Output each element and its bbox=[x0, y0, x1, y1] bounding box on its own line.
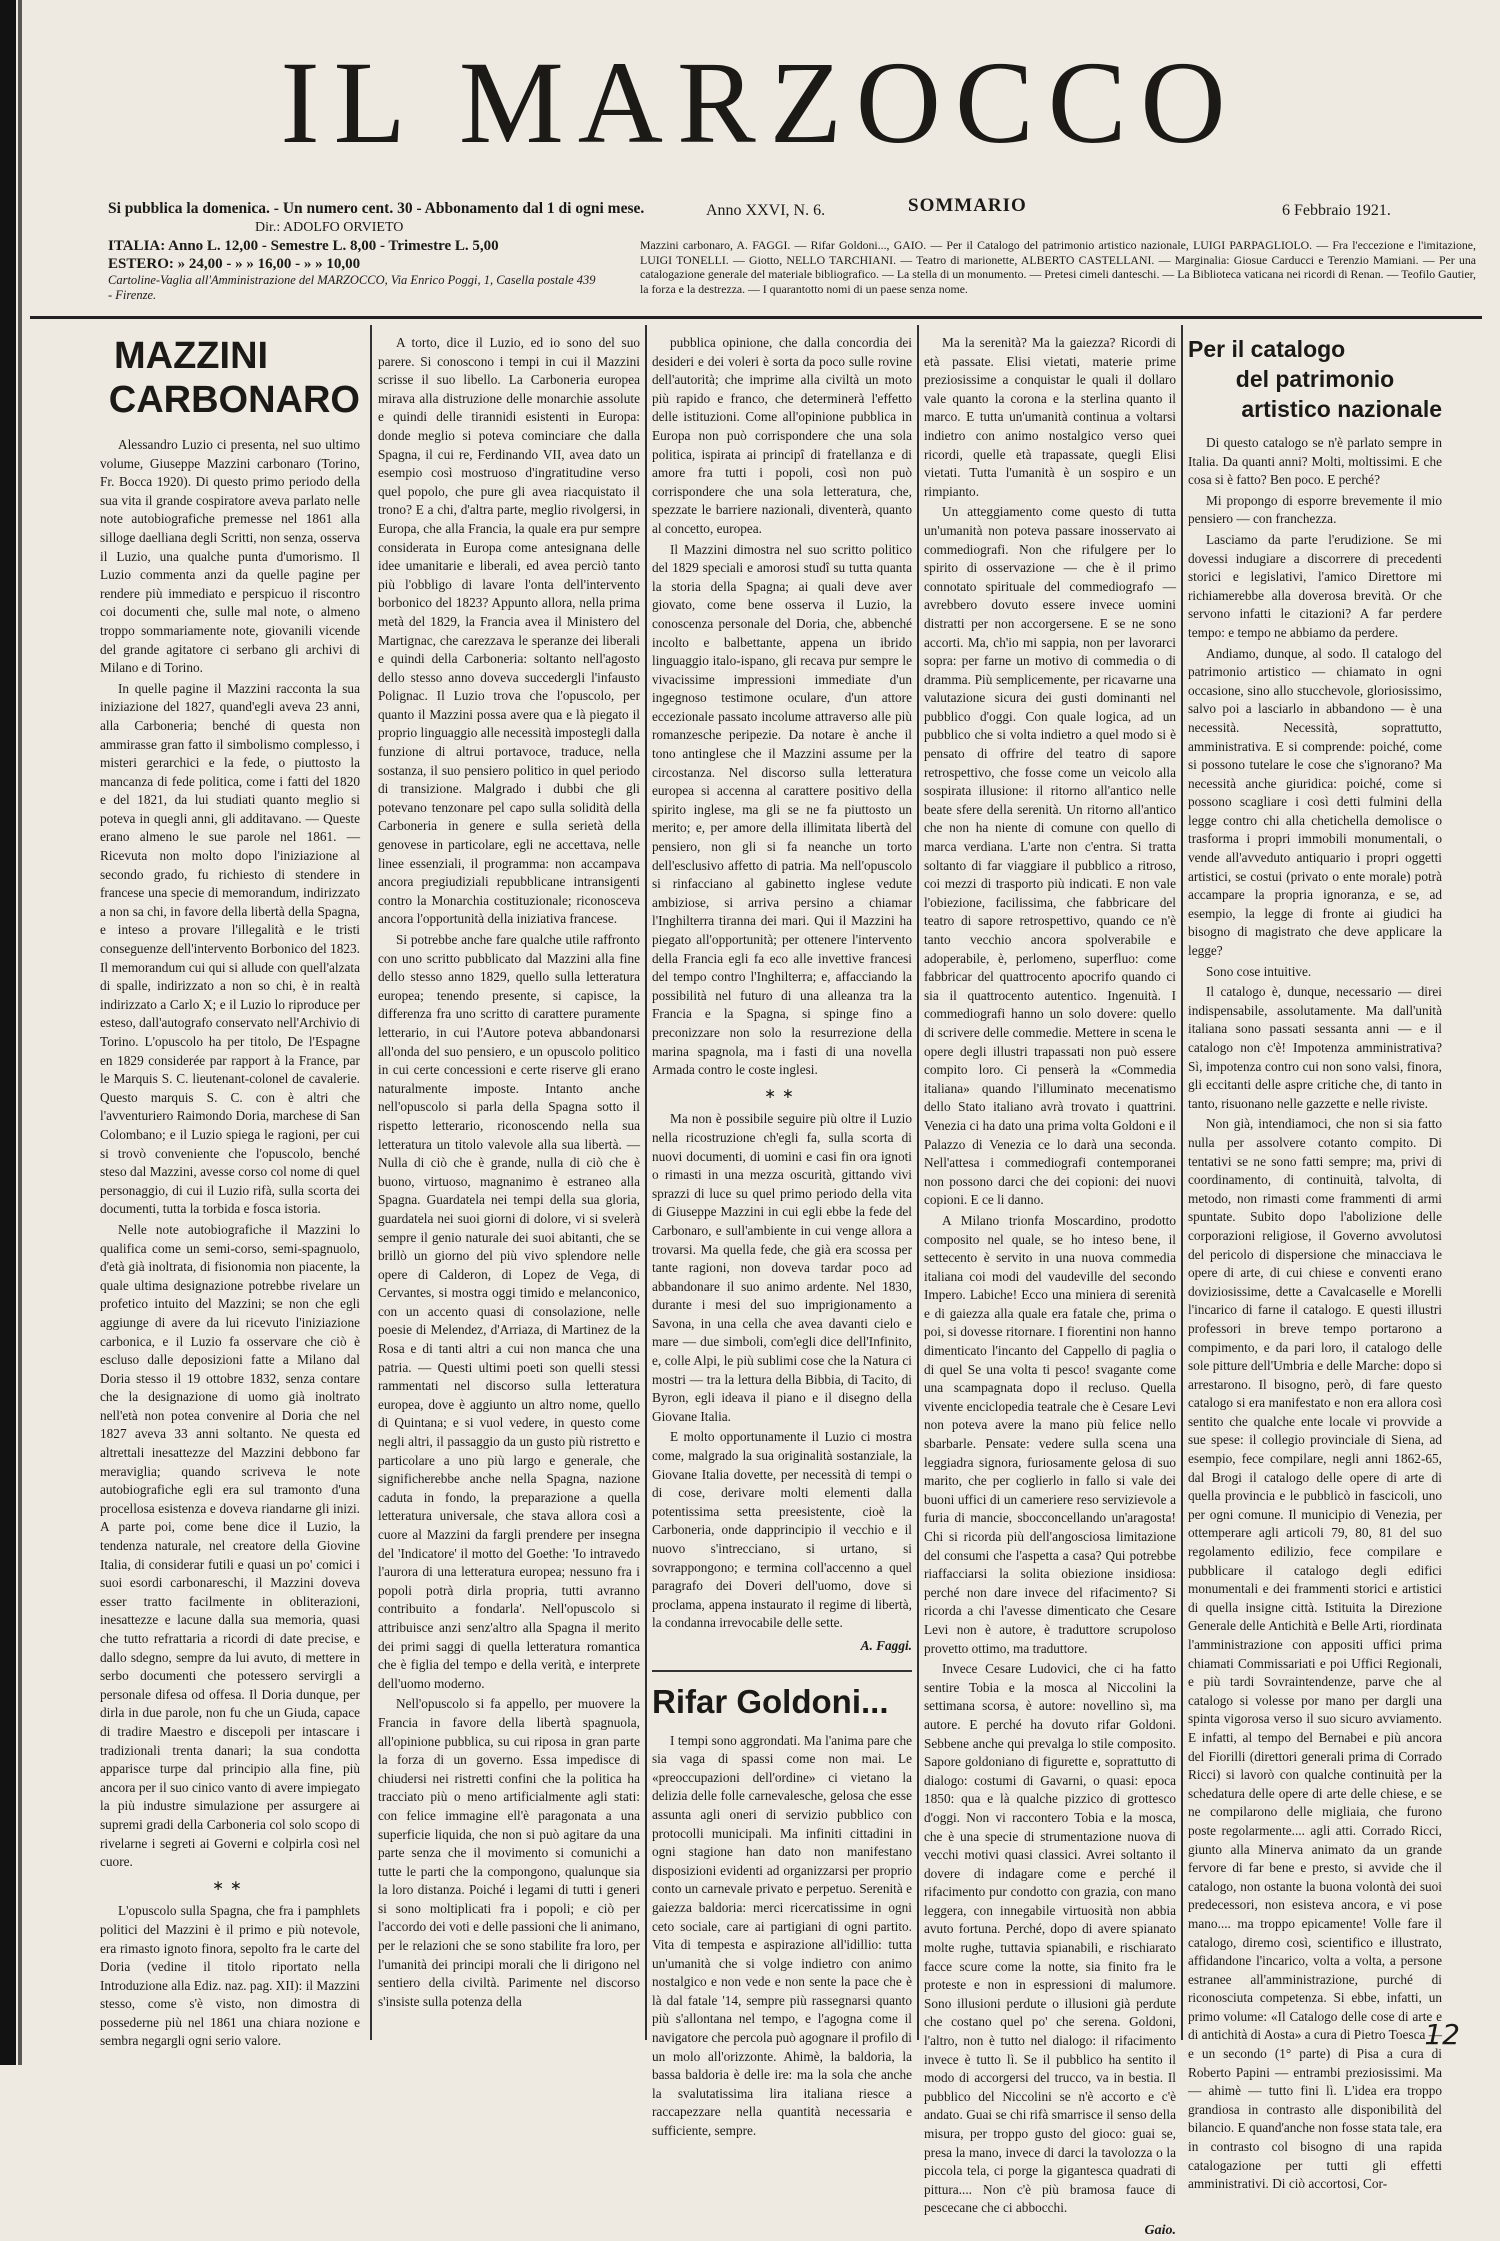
catalogo-paragraph: Sono cose intuitive. bbox=[1206, 963, 1312, 979]
goldoni-title: Rifar Goldoni... bbox=[652, 1682, 889, 1720]
catalogo-title-line3: artistico nazionale bbox=[1241, 396, 1442, 422]
catalogo-paragraph: Mi propongo di esporre brevemente il mio pensiero — con franchezza. bbox=[1188, 492, 1442, 527]
sommario-contents: Mazzini carbonaro, A. FAGGI. — Rifar Goldoni..., GAIO. — Per il Catalogo del patrimonio artistico nazionale, LUIGI PARPAGLIOLO. — Fra l'eccezione e l'imitazione, LUIGI TONELLI. — Giotto, NELLO TARCHIANI. — Teatro di marionette, ALBERTO CASTELLANI. — Marginalia: Giosue Carducci e Terenzio Mamiani. — Per una catalogazione generale del materiale bibliografico. — La stella di un monumento. — Pretesi cimeli danteschi. — La Biblioteca vaticana nei ricordi di Renan. — Teofilo Gautier, la forza e la destrezza. — I quarantotto nomi di un paese senza nome. bbox=[640, 238, 1476, 296]
mazzini-paragraph: Nelle note autobiografiche il Mazzini lo qualifica come un semi-corso, semi-spagnuolo, d'età già inoltrata, di fisionomia non piacente, la quale ultima designazione potrebbe rivelare un profetico intuito del Mazzini; se non che egli aggiunge di avere da lui ricevuto l'iniziazione carbonica, e il Luzio fa osservare che ciò è escluso dalle deposizioni fatte a Milano dal Doria stesso il 19 ottobre 1832, senza contare che la designazione di uomo già inoltrato nell'età non potea convenire al Doria che nel 1827 aveva 33 anni soltanto. Ne questa ed altrettali inesattezze del Mazzini debbono far meraviglia; quando scriveva le note autobiografiche egli era sul tramonto d'una procellosa esistenza e doveva riandarne gli inizi. A parte poi, come bene dice il Luzio, la tendenza naturale, nel creatore della Giovine Italia, di considerar futili e quasi un po' comici i suoi esordi carbonareschi, il Mazzini doveva esser tratto facilmente in obliterazioni, inesattezze e lacune dalla sua memoria, quasi che tutto refrattaria a ricordi di date precise, e dallo sdegno, sempre da lui avuto, di mettere in serbo documenti che potessero servirgli a personale difesa od offesa. Il Doria dunque, per dirla in due parole, non fu che un Giuda, capace di tradire Maestro e discepoli per intascare i tradizionali trenta danari; la sua condotta apparisce turpe dal principio alla fine, più ancora per il suo cinico vanto di avere impiegato la più industre simulazione per assurgere ai supremi gradi della Carboneria col solo scopo di rivelarne i segreti ai Governi e colpirla così nel cuore. bbox=[100, 1221, 360, 1870]
mazzini-title-line1: MAZZINI bbox=[114, 335, 269, 377]
section-separator: ∗∗ bbox=[764, 1086, 800, 1102]
mazzini-paragraph: Ma non è possibile seguire più oltre il Luzio nella ricostruzione ch'egli fa, sulla scorta di nuovi documenti, di uomini e casi fin ora ignoti o rimasti in una mezza oscurità, gittando vivi sprazzi di luce su quel primo periodo della vita di Giuseppe Mazzini in cui egli ebbe la fede del Carbonaro, e sull'ambiente in cui venge allora a trovarsi. Ma quella fede, che già era scossa per tante ragioni, non doveva tardar poco ad abbandonare il suo animo ardente. Nel 1830, durante i mesi del suo imprigionamento a Savona, in una cella che avea davanti cielo e mare — due simboli, com'egli dice dell'Infinito, e, colle Alpi, le più sublimi cose che la Natura ci mostri — tra la lettura della Bibbia, di Tacito, di Byron, egli ideava il piano e il disegno della Giovane Italia. bbox=[652, 1111, 912, 1424]
mazzini-signature: A. Faggi. bbox=[860, 1637, 912, 1653]
subscription-estero: ESTERO: » 24,00 - » » 16,00 - » » 10,00 bbox=[108, 256, 361, 272]
mazzini-paragraph: L'opuscolo sulla Spagna, che fra i pamphlets politici del Mazzini è il primo e più notevole, era rimasto ignoto finora, sepolto fra le carte del Doria (vedine il titolo riportato nella Introduzione alla Ediz. naz. pag. XII): il Mazzini stesso, come s'è visto, non dimostra di possederne più nel 1861 una chiara nozione e sembra negargli ogni serio valore. bbox=[100, 1903, 360, 2049]
section-separator: ∗∗ bbox=[212, 1878, 248, 1894]
goldoni-signature: Gaio. bbox=[1144, 2222, 1176, 2238]
mazzini-paragraph: E molto opportunamente il Luzio ci mostra come, malgrado la sua originalità sostanziale, la Giovane Italia dovette, per necessità di tempi o di cose, derivare molti elementi dalla potentissima setta preesistente, cioè la Carboneria, onde dapprincipio il vecchio e il nuovo s'intrecciano, si urtano, si sovrappongono; e termina coll'accenno a quel paragrafo dei Doveri dell'uomo, dove si proclama, appena instaurato il regime di libertà, la condanna irrevocabile delle sette. bbox=[652, 1429, 912, 1631]
sommario-title: SOMMARIO bbox=[908, 195, 1027, 216]
goldoni-paragraph: Ma la serenità? Ma la gaiezza? Ricordi di età passate. Elisi vietati, materie prime preziosissime a conquistar le quali il dollaro vale quanto la corona e la sterlina quanto il marco. E tutta un'umanità continua a voltarsi indietro con animo nostalgico verso quei ricordi, quelle età trapassate, quegli Elisi vietati. Tutta l'umanità è un sospiro e un rimpianto. bbox=[924, 335, 1176, 499]
column-rule-3 bbox=[917, 325, 919, 2040]
goldoni-paragraph: I tempi sono aggrondati. Ma l'anima pare che sia vaga di spassi come non mai. Le «preoccupazioni dell'ordine» ci vietano la delizia delle folle carnevalesche, gelosa che esse assunta agli oneri di servizio pubblico con protocolli municipali. Ma infiniti cittadini in ogni stagione han dato non manifestano disposizioni evidenti ad organizzarsi per proprio conto un carnevale privato e perpetuo. Serenità e gaiezza baldoria: merci ricercatissime in ogni ceto sociale, care ai partigiani di ogni partito. Vita di tempesta e aspirazione all'idillio: tutta un'umanità che si volge indietro con animo nostalgico e non vede e non sente la pace che è là dal fatale '14, sempre più rassegnarsi quanto più s'allontana nel tempo, e l'agogna come il navigatore che percola può agognare il profilo di un molo all'orizzonte. Ahimè, la baldoria, la bassa baldoria è delle ire: ma la sola che anche la svalutatissima lira italiana riesce a raccapezzare nella quantità necessaria e sufficiente, sempre. bbox=[652, 1732, 912, 2139]
mazzini-paragraph: Nell'opuscolo si fa appello, per muovere la Francia in favore della libertà spagnuola, all'opinione pubblica, su cui riposa in gran parte la forza di un governo. Essa impedisce di chiudersi nei ristretti confini che la politica ha tracciato più o meno artificialmente agli stati: con felice immagine ell'è paragonata a una superficie liquida, che non si può agitare da una parte senza che il movimento si comunichi a tutte le parti che la compongono, qualunque sia la loro distanza. Poiché i legami di tutti i generi si sono moltiplicati fra i popoli; e ciò per l'accordo dei voti e delle passioni che li animano, per le relazioni che se sono stabilite fra loro, per l'umanità dei principi morali che li dirigono nel sentiero della civiltà. Parimente nel discorso s'insiste sulla potenza della bbox=[378, 1696, 640, 2009]
publication-info: Si pubblica la domenica. - Un numero cent. 30 - Abbonamento dal 1 di ogni mese. bbox=[108, 200, 645, 217]
mazzini-paragraph: Si potrebbe anche fare qualche utile raffronto con uno scritto pubblicato dal Mazzini alla fine dello stesso anno 1829, quello sulla letteratura europea; tenendo presente, si capisce, la differenza fra uno scritto di carattere puramente letterario, in cui l'Autore poteva abbandonarsi all'onda del suo pensiero, e un opuscolo politico in cui certe concessioni e certe riserve gli erano naturalmente imposte. Intanto anche nell'opuscolo si parla della Spagna sotto il rispetto letterario, riconoscendo nella sua letteratura un titolo valevole alla sua libertà. — Nulla di ciò che è grande, nulla di ciò che è buono, virtuoso, magnanimo è estraneo alla Spagna. Guardatela nei tempi della sua gloria, guardatela nei suoi giorni di dolore, vi si svelerà sempre il genio naturale dei suoi abitanti, che se brillò un giorno del più vivo splendore nelle opere di Calderon, di Lopez de Vega, di Cervantes, si mostra oggi timido e melanconico, con un accento quasi di consolazione, nelle poesie di Melendez, d'Arriaza, di Martinez de la Rosa e di tanti altri a cui non manca che una patria. — Questi ultimi poeti son quelli stessi rammentati nel discorso sulla letteratura europea, dove è aggiunto un altro nome, quello di Quintana; e si vuol vedere, in questo come negli altri, il passaggio da un gusto più ristretto e particolare a uno più largo e generale, che significherebbe anche nella Spagna, nazione caduta in fondo, la preparazione a quella letteratura universale, che stava allora così a cuore al Mazzini da fargli prendere per insegna del 'Indicatore' il motto del Goethe: 'Io intravedo l'aurora di una letteratura europea; nessuno fra i popoli potrà dirla propria, tutti avranno contribuito a fondarla'. Nell'opuscolo si attribuisce anzi senz'altro alla Spagna il merito dei primi saggi di quella letteratura romantica che è figlia del tempo e della verità, e interprete dell'uomo moderno. bbox=[378, 932, 640, 1691]
cartoline-note: Cartoline-Vaglia all'Amministrazione del MARZOCCO, Via Enrico Poggi, 1, Casella postale 439 - Firenze. bbox=[108, 273, 596, 302]
left-binding-edge bbox=[0, 0, 16, 2065]
director-line: Dir.: ADOLFO ORVIETO bbox=[255, 220, 404, 235]
header-rule bbox=[30, 316, 1482, 319]
page-number: 12 bbox=[1424, 2018, 1460, 2051]
column-4 bbox=[924, 334, 1176, 2238]
column-3 bbox=[652, 334, 912, 2139]
issue-date: 6 Febbraio 1921. bbox=[1282, 202, 1391, 219]
subscription-italia: ITALIA: Anno L. 12,00 - Semestre L. 8,00 - Trimestre L. 5,00 bbox=[108, 238, 499, 254]
mazzini-paragraph: Il Mazzini dimostra nel suo scritto politico del 1829 speciali e amorosi studî su tutta quanta la storia della Spagna; ai quali deve aver giovato, come bene osserva il Luzio, la conoscenza personale del Doria, che, abbenché incolto e balbettante, appena un ibrido linguaggio italo-ispano, gli recava pur sempre le vivacissime impressioni immediate d'un ingegnoso testimone oculare, d'un attore eccezionale passato incolume attraverso alle più romanzesche peripezie. Da notare è anche il tono antinglese che il Mazzini assume per la circostanza. Nel discorso sulla letteratura europea si accenna al carattere positivo della spirito inglese, ma gli se ne fa piuttosto un merito; e, per amore della illimitata libertà del pensiero, non gli si fa neanche un torto dell'esclusivo affetto di patria. Ma nell'opuscolo si rinfacciano al gabinetto inglese vedute ambiziose, si arriva persino a chiamar l'Inghilterra tiranna dei mari. Qui il Mazzini ha piegato all'opportunità; per ottenere l'intervento della Francia egli fa eco alle invettive francesi del tempo contro l'Inghilterra; e, affacciando la possibilità nel futuro di una alleanza tra la Francia e la Spagna, si spinge fino a preconizzare non solo la resurrezione della marina spagnola, ma i fasti di una novella Armada contro le coste inglesi. bbox=[652, 541, 912, 1078]
left-binding-line bbox=[18, 0, 22, 2065]
goldoni-paragraph: A Milano trionfa Moscardino, prodotto composito nel quale, se ho inteso bene, il settecento è servito in una nuova commedia italiana coi modi del vaudeville del secondo Impero. Labiche! Ecco una miniera di serenità e di gaiezza alla quale era fatale che, prima o poi, si dovesse ritornare. I fiorentini non hanno dimenticato l'incanto del Cappello di paglia o di quel Se una volta ti pesco! svagante come una scampagnata dopo il recluso. Quella vivente enciclopedia teatrale che è Cesare Levi non poteva avere la mano più felice nello sbarbarle. Pensate: vedere sulla scena una leggiadra signora, furiosamente gelosa di suo marito, che per coglierlo in fallo si vale dei buoni uffici di un cameriere reso servizievole a furia di mancie, sbocconcellando un'aragosta! Chi si ricorda più dell'angosciosa limitazione del consumi che l'aspetta a casa? Qui potrebbe riaffacciarsi la solita obiezione insidiosa: perché non dare invece del rifacimento? Si ricorda a chi l'avesse dimenticato che Cesare Levi non è autore, è traduttore scrupoloso provetto ottimo, ma traduttore. bbox=[924, 1212, 1176, 1656]
goldoni-paragraph: Un atteggiamento come questo di tutta un'umanità non poteva passare inosservato ai commediografi. Non che rifulgere per lo spirito di osservazione — che è il primo connotato spirituale del commediografo — avrebbero dovuto essere invece uomini distratti per non accorgersene. E se ne sono accorti. Ma, ch'io mi sappia, non per lavorarci sopra: per farne un motivo di commedia o di dramma. Più semplicemente, per ricavarne una valutazione sicura dei gusti dominanti nel pubblico d'oggi. Con quale logica, ad un pubblico che si volta indietro a quel modo si è pensato di offrire del teatro di sapore retrospettivo, che fosse come un veicolo alla sospirata illusione: il ritorno all'antico nelle beate sfere della serenità. Un ritorno all'antico che non ha niente di comune con quello di marca verdiana. L'arte non c'entra. Si tratta soltanto di far viaggiare il pubblico a ritroso, coi mezzi di trasporto più indicati. E non vale l'obiezione, facilissima, che fabbricare del teatro di sapore retrospettivo, quando ce n'è tanto vecchio ancora spolverabile e adoperabile, è, perlomeno, superfluo: come fabbricar del quattrocento apocrifo quando ci sia il quattrocento autentico. Ingenuità. I commediografi hanno un solo dovere: quello di scrivere delle commedie. Mettere in scena le opere degli illustri trapassati non può essere compito loro. Ci penserà la «Commedia italiana» quando l'illuminato mecenatismo dello Stato italiano avrà trovato i quattrini. Venezia ci ha dato una prima volta Goldoni e il Palazzo di Venezia ce lo darà una seconda. Nell'attesa i commediografi contemporanei non possono darci che dei copioni: dei nuovi copioni. E ce li danno. bbox=[924, 504, 1176, 1208]
catalogo-title-line1: Per il catalogo bbox=[1188, 336, 1346, 362]
catalogo-title-line2: del patrimonio bbox=[1235, 366, 1395, 392]
column-rule-4 bbox=[1181, 325, 1183, 2040]
mazzini-paragraph: Alessandro Luzio ci presenta, nel suo ultimo volume, Giuseppe Mazzini carbonaro (Torino, Fr. Bocca 1920). Di questo primo periodo della sua vita il grande cospiratore aveva parlato nelle note autobiografiche premesse nel 1861 alla silloge daelliana degli Scritti, non senza, osserva il Luzio, una qualche punta d'umorismo. Il Luzio commenta anzi da quelle pagine per rendere più immediato e perspicuo il riscontro coi documenti che, sulle mal note, o almeno troppo sommariamente note, giovanili vicende del grande agitatore ci serbano gli archivi di Milano e di Torino. bbox=[100, 437, 360, 676]
column-2 bbox=[378, 334, 640, 2034]
mazzini-title-line2: CARBONARO bbox=[108, 379, 360, 421]
catalogo-paragraph: Di questo catalogo se n'è parlato sempre in Italia. Da quanti anni? Molti, moltissimi. E che cosa si è fatto? Ben poco. E perché? bbox=[1188, 435, 1442, 488]
column-rule-1 bbox=[370, 325, 372, 2040]
article-divider bbox=[652, 1670, 912, 1672]
masthead-title: IL MARZOCCO bbox=[280, 37, 1240, 168]
mazzini-paragraph: A torto, dice il Luzio, ed io sono del suo parere. Si conoscono i tempi in cui il Mazzini scrisse il suo libello. La Carboneria europea mirava alla distruzione delle monarchie assolute e quindi delle tirannidi esistenti in Europa: donde meglio si poteva cominciare che dalla Spagna, il cui re, Ferdinando VII, avea dato un esempio così mostruoso d'ingratitudine verso quel popolo, che pure gli avea riacquistato il trono? E a chi, d'altra parte, meglio rivolgersi, in Europa, che alla Francia, la quale era pur sempre considerata in Europa come antesignana delle idee umanitarie e liberali, ed avea perciò tanto più l'obbligo di lavare l'onta dell'intervento borbonico del 1823? Appunto allora, nella prima metà del 1829, la Francia avea il Ministero del Martignac, che carezzava le speranze dei liberali e quindi della Carboneria: soltanto nell'agosto dello stesso anno doveva succedergli l'infausto Polignac. Il Luzio trova che l'opuscolo, per quanto il Mazzini possa avere qua e là piegato il proprio linguaggio alle necessità impostegli dalla funzione di altrui portavoce, traduce, nella sostanza, il suo pensiero politico in quel periodo di transizione. Malgrado i dubbi che gli potevano tenzonare pel capo sulla solidità della Carboneria in genere e sulla serietà della genovese in particolare, egli ne accettava, nelle linee essenziali, il programma: non accampava ancora pregiudiziali repubblicane intransigenti contro la Monarchia costituzionale; riconosceva ancora l'opportunità della iniziativa francese. bbox=[378, 335, 640, 927]
catalogo-paragraph: Andiamo, dunque, al sodo. Il catalogo del patrimonio artistico — chiamato in ogni occasione, sino allo stucchevole, gloriosissimo, salvo poi a lasciarlo in abbandono — è una necessità. Necessità, soprattutto, amministrativa. E si comprende: poiché, come si possono tutelare le cose che s'ignorano? Ma necessità anche giuridica: poiché, come si possono scagliare i così detti fulmini della legge contro chi alla chetichella demolisce o trasforma i propri immobili monumentali, o vende all'avveduto antiquario i propri oggetti artistici, se costui (privato o ente morale) potrà accampare la propria ignoranza, e se, ad esempio, la legge di fronte ai giudici ha bisogno di magistrato che deve applicare la legge? bbox=[1188, 645, 1442, 959]
catalogo-paragraph: Il catalogo è, dunque, necessario — direi indispensabile, assolutamente. Ma dall'unità italiana sono passati sessanta anni — e il catalogo non c'è! Impotenza amministrativa? Sì, impotenza contro cui non sono valsi, finora, gli eccitanti delle aspre critiche che, di tanto in tanto, risuonano nelle gazzette e nelle riviste. bbox=[1188, 984, 1442, 1111]
mazzini-paragraph: In quelle pagine il Mazzini racconta la sua iniziazione del 1827, quand'egli aveva 23 anni, alla Carboneria; benché di questa non ammirasse gran fatto il simbolismo complesso, i misteri gerarchici e la fede, o piuttosto la mancanza di fede politica, come i fatti del 1820 e del 1821, da lui studiati quanto meglio si poteva in quegli anni, gli additavano. — Queste erano almeno le sue parole nel 1861. — Ricevuta non molto dopo l'iniziazione al secondo grado, fu richiesto di stendere in francese una specie di memorandum, indirizzato a non sa chi, in favore della libertà della Spagna, e inteso a provare l'illegalità e le tristi conseguenze dell'intervento Borbonico del 1823. Il memorandum cui qui si allude con quell'alzata di spalle, indirizzato a non so chi, è in realtà indirizzato a Carlo X; e il Luzio lo riproduce per esteso, dall'autografo conservato nell'Archivio di Torino. L'opuscolo ha per titolo, De l'Espagne en 1829 considerée par rapport à la France, par le Marquis S. C. lieutenant-colonel de cavalerie. Questo marquis S. C. con è altri che l'avventuriero Raimondo Doria, marchese di San Colombano; e il Luzio spiega le ragioni, per cui si trovò conveniente che l'opuscolo, benché steso dal Mazzini, avesse corso col nome di quel personaggio, di cui il Luzio rifà, sulla scorta dei documenti, tutta la torbida e fosca istoria. bbox=[100, 680, 360, 1217]
column-1 bbox=[100, 334, 360, 2049]
issue-number: Anno XXVI, N. 6. bbox=[706, 202, 826, 219]
catalogo-paragraph: Lasciamo da parte l'erudizione. Se mi dovessi indugiare a discorrere di precedenti storici e legislativi, l'amico Direttore mi richiamerebbe alla doverosa brevità. Or che servono infatti le citazioni? A far perdere tempo: e tempo ne abbiamo da perdere. bbox=[1188, 531, 1442, 640]
mazzini-paragraph: pubblica opinione, che dalla concordia dei desideri e dei voleri è sorta da poco sulle rovine dell'autorità; che imprime alla civiltà un moto più rapido e franco, che determinerà l'effetto delle istituzioni. Come all'opinione pubblica in Europa non può corrispondere che una sola politica, ispirata ai principî di fratellanza e di amore fra tutti i popoli, così non può corrispondere che una sola letteratura, che, spezzate le barriere nazionali, diventerà, quanto al concetto, europea. bbox=[652, 335, 912, 536]
column-rule-2 bbox=[645, 325, 647, 2040]
goldoni-paragraph: Invece Cesare Ludovici, che ci ha fatto sentire Tobia e la mosca al Niccolini la settimana scorsa, è autore: novellino sì, ma autore. E perché ha dovuto rifar Goldoni. Sebbene anche qui prevalga lo stile composito. Sapore goldoniano di figurette e, soprattutto di dialogo: costumi di Gavarni, o quasi: epoca 1850: qua e là qualche pizzico di grottesco d'oggi. Non vi raccontero Tobia e la mosca, che è una specie di strumentazione nuova di vecchi motivi quasi classici. Avrei soltanto il dovere di indagare come e perché il rifacimento pur condotto con grazia, con mano leggera, con innegabile virtuosità non abbia avuto fortuna. Perché, dopo di avere spianato molte rughe, tuttavia spianabili, e rischiarato facce scure come la notte, sia finito fra le proteste e non in espressioni di malumore. Sono illusioni perdute o illusioni già perdute che costano quel po' che serena. Goldoni, l'altro, non è tutto nel dialogo: il rifacimento invece è tutto lì. Se il pubblico ha sentito il modo di accorgersi del trucco, va in bestia. Il pubblico del Niccolini se n'è accorto e c'è andato. Guai se chi rifà smarrisce il senso della misura, per troppo gusto del gioco: guai se, presa la mano, invece di darci la tavolozza o la piccola tela, ci porge la gigantesca quadrati di pittura.... Non c'è più bramosa fauce di pescecane che ci abbocchi. bbox=[924, 1661, 1176, 2216]
catalogo-paragraph: Non già, intendiamoci, che non si sia fatto nulla per assolvere cotanto compito. Di tentativi se ne sono fatti sempre; ma, privi di coordinamento, di continuità, talvolta, di metodo, non rimasti come frammenti di armi spuntate. Subito dopo l'abolizione delle corporazioni religiose, il Governo avvolutosi del pericolo di dispersione che minacciava le opere di arte, di cui chiese e conventi erano doviziosissime, dette a Cavalcaselle e Morelli l'incarico di farne il catalogo. E questi illustri professori in breve tempo portarono a compimento, e da pari loro, il catalogo delle sole pitture dell'Umbria e delle Marche: dopo si arrestarono. Il bisogno, però, di fare questo catalogo si era manifestato e non era allora così sentito che qualche ente locale vi provvide a sue spese: il collegio provinciale di Siena, ad esempio, fece compilare, negli anni 1862-65, dal Brogi il catalogo delle opere di arte di quella provincia e le pubblicò in fascicoli, uno per ogni comune. Il municipio di Venezia, per ottemperare agli articoli 79, 80, 81 del suo regolamento edilizio, fece compilare e pubblicare il catalogo degli edifici monumentali e dei frammenti storici e artistici di quella insigne città. Istituita la Direzione Generale delle Antichità e Belle Arti, riordinata l'amministrazione con appositi uffici prima chiamati Commissariati e poi Uffici Regionali, e più tardi Sovraintendenze, parve che al catalogo si volesse por mano per dargli una spinta vigorosa verso il suo sicuro avviamento. E infatti, al tempo del Bernabei e più ancora del Fiorilli (direttori generali prima di Corrado Ricci) si lavorò con qualche continuità per la schedatura delle opere di arte delle chiese, e se ne compilarono delle migliaia, che furono poste regolarmente.... agli atti. Corrado Ricci, giunto alla Minerva animato da un grande fervore di far bene e presto, si avvide che il catalogo, non ostante la buona volontà dei suoi predecessori, non esisteva ancora, e vi pose mano.... ma troppo epicamente! Volle fare il catalogo, diremo così, scientifico e illustrato, affidandone l'incarico, volta a volta, a persone estranee all'amministrazione, purché di riconosciuta competenza. Si ebbe, infatti, un primo volume: «Il Catalogo delle cose di arte e di antichità di Aosta» a cura di Pietro Toesca — e un secondo (1° parte) di Pisa a cura di Roberto Papini — entrambi preziosissimi. Ma — ahimè — tutto fini lì. L'idea era troppo grandiosa in contrasto alle disponibilità del bilancio. E quand'anche non fosse stata tale, era in contrasto col bisogno di una rapida catalogazione per tutti gli effetti amministrativi. Di ciò accortosi, Cor- bbox=[1188, 1116, 1442, 2192]
